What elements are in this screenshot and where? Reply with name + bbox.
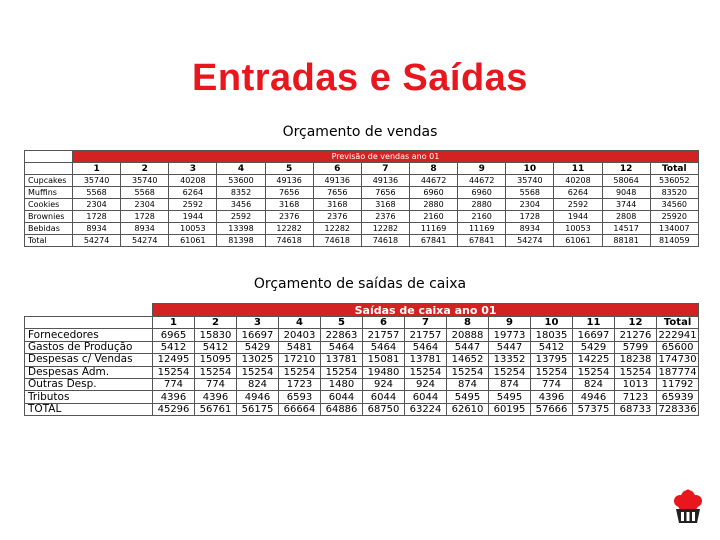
table-cell: 174730: [658, 354, 697, 366]
table-cell: 74618: [361, 235, 409, 247]
column-header: 7: [361, 163, 409, 175]
table-cell: 5464: [321, 341, 363, 353]
sales-budget-subtitle: Orçamento de vendas: [282, 124, 438, 140]
column-header: 10: [531, 317, 573, 329]
table-cell: 3168: [265, 199, 313, 211]
table-cell: 874: [489, 378, 531, 390]
table-cell: 40208: [554, 175, 602, 187]
table-cell: 3456: [217, 199, 265, 211]
table-cell: 5481: [279, 341, 321, 353]
table-cell: 7656: [361, 187, 409, 199]
table-cell: 49136: [265, 175, 313, 187]
row-label: Brownies: [25, 211, 73, 223]
table-cell: 15254: [615, 366, 657, 378]
table-cell: 21757: [405, 329, 447, 341]
table-cell: 5568: [506, 187, 554, 199]
table-cell: 62610: [447, 403, 489, 415]
table-cell: 924: [363, 378, 405, 390]
table-cell: 2592: [217, 211, 265, 223]
table-cell: 18035: [531, 329, 573, 341]
table-cell: 64886: [321, 403, 363, 415]
table-cell: 15254: [489, 366, 531, 378]
row-label: Despesas c/ Vendas: [25, 354, 153, 366]
table-cell: 7123: [615, 391, 657, 403]
table-cell: 22863: [321, 329, 363, 341]
table-corner: [25, 151, 73, 163]
table-cell: 6593: [279, 391, 321, 403]
table-cell: 57666: [531, 403, 573, 415]
table-cell: 25920: [650, 211, 698, 223]
table-cell: 8934: [73, 223, 121, 235]
table-cell: 12495: [153, 354, 195, 366]
table-cell: 1013: [615, 378, 657, 390]
table-cell: 81398: [217, 235, 265, 247]
table-corner: [25, 304, 153, 317]
table-cell: 12282: [361, 223, 409, 235]
table-cell: 2880: [409, 199, 457, 211]
table-cell: 15254: [531, 366, 573, 378]
row-label: Tributos: [25, 391, 153, 403]
column-header: 9: [458, 163, 506, 175]
table-cell: 2304: [73, 199, 121, 211]
table-cell: 54274: [73, 235, 121, 247]
table-cell: 5447: [447, 341, 489, 353]
table-cell: 15254: [153, 366, 195, 378]
table-cell: 58064: [602, 175, 650, 187]
table-cell: 1480: [321, 378, 363, 390]
sales-forecast-table: [24, 150, 699, 247]
table-cell: 4396: [153, 391, 195, 403]
table-cell: 13781: [405, 354, 447, 366]
sales-table-header: Previsão de vendas ano 01: [73, 151, 699, 163]
row-label: Cookies: [25, 199, 73, 211]
table-cell: 222941: [658, 329, 697, 341]
table-cell: 2160: [458, 211, 506, 223]
table-cell: 536052: [650, 175, 698, 187]
table-cell: 45296: [153, 403, 195, 415]
table-cell: 5799: [615, 341, 657, 353]
row-label: Despesas Adm.: [25, 366, 153, 378]
table-cell: 814059: [650, 235, 698, 247]
table-cell: 11169: [409, 223, 457, 235]
column-header: 10: [506, 163, 554, 175]
row-label: Fornecedores: [25, 329, 153, 341]
column-header: 4: [279, 317, 321, 329]
row-label: Total: [25, 235, 73, 247]
table-cell: 1944: [169, 211, 217, 223]
table-cell: 7656: [265, 187, 313, 199]
cash-outflow-table: [24, 303, 699, 416]
table-cell: 774: [195, 378, 237, 390]
table-cell: 7656: [313, 187, 361, 199]
table-cell: 15254: [321, 366, 363, 378]
table-row: [25, 354, 699, 366]
table-cell: 56761: [195, 403, 237, 415]
cash-column-headers: [25, 317, 699, 329]
table-cell: 874: [447, 378, 489, 390]
table-cell: 13781: [321, 354, 363, 366]
table-cell: 19773: [489, 329, 531, 341]
column-header: Total: [650, 163, 698, 175]
table-cell: 5495: [447, 391, 489, 403]
table-cell: 1728: [121, 211, 169, 223]
table-cell: 8352: [217, 187, 265, 199]
table-cell: 68733: [615, 403, 657, 415]
table-row: [25, 175, 699, 187]
table-cell: 14517: [602, 223, 650, 235]
table-cell: 35740: [506, 175, 554, 187]
sales-column-headers: [25, 163, 699, 175]
table-cell: 5495: [489, 391, 531, 403]
table-cell: 21757: [363, 329, 405, 341]
table-cell: 15254: [279, 366, 321, 378]
table-row: [25, 329, 699, 341]
table-cell: 5568: [73, 187, 121, 199]
table-cell: 15254: [573, 366, 615, 378]
table-cell: 2376: [265, 211, 313, 223]
table-cell: 774: [153, 378, 195, 390]
table-cell: 74618: [313, 235, 361, 247]
column-header: 1: [73, 163, 121, 175]
table-row: [25, 199, 699, 211]
table-cell: 88181: [602, 235, 650, 247]
table-row: [25, 235, 699, 247]
table-cell: 56175: [237, 403, 279, 415]
table-cell: 19480: [363, 366, 405, 378]
table-cell: 5464: [363, 341, 405, 353]
table-cell: 13352: [489, 354, 531, 366]
column-header: 1: [153, 317, 195, 329]
column-header: 5: [321, 317, 363, 329]
table-cell: 61061: [169, 235, 217, 247]
table-row: [25, 378, 699, 390]
table-cell: 1728: [506, 211, 554, 223]
table-cell: 15081: [363, 354, 405, 366]
row-label: Outras Desp.: [25, 378, 153, 390]
row-label: Cupcakes: [25, 175, 73, 187]
table-cell: 17210: [279, 354, 321, 366]
table-cell: 12282: [313, 223, 361, 235]
table-cell: 13025: [237, 354, 279, 366]
cash-table-header: Saídas de caixa ano 01: [153, 304, 699, 317]
column-header: 11: [554, 163, 602, 175]
column-header: 11: [573, 317, 615, 329]
table-cell: 35740: [121, 175, 169, 187]
table-cell: 6264: [169, 187, 217, 199]
column-header: 3: [169, 163, 217, 175]
table-cell: 5568: [121, 187, 169, 199]
table-cell: 2880: [458, 199, 506, 211]
table-cell: 11169: [458, 223, 506, 235]
table-cell: 2808: [602, 211, 650, 223]
table-cell: 924: [405, 378, 447, 390]
table-cell: 16697: [573, 329, 615, 341]
table-cell: 60195: [489, 403, 531, 415]
table-cell: 6044: [321, 391, 363, 403]
row-label: Bebidas: [25, 223, 73, 235]
table-cell: 14652: [447, 354, 489, 366]
table-cell: 1723: [279, 378, 321, 390]
table-cell: 18238: [615, 354, 657, 366]
table-cell: 6044: [363, 391, 405, 403]
table-cell: 728336: [658, 403, 697, 415]
table-cell: 15254: [237, 366, 279, 378]
table-cell: 61061: [554, 235, 602, 247]
table-cell: 66664: [279, 403, 321, 415]
table-cell: 15095: [195, 354, 237, 366]
table-cell: 11792: [657, 378, 699, 390]
table-cell: 49136: [361, 175, 409, 187]
column-header: 8: [409, 163, 457, 175]
table-cell: 44672: [458, 175, 506, 187]
table-cell: 2592: [169, 199, 217, 211]
table-cell: 67841: [458, 235, 506, 247]
column-header: 7: [405, 317, 447, 329]
column-header: 12: [615, 317, 657, 329]
table-row: [25, 341, 699, 353]
column-header: 5: [265, 163, 313, 175]
table-cell: 13795: [531, 354, 573, 366]
table-row: [25, 223, 699, 235]
table-cell: 63224: [405, 403, 447, 415]
table-cell: 10053: [554, 223, 602, 235]
table-cell: 5447: [489, 341, 531, 353]
table-cell: 6965: [153, 329, 195, 341]
table-cell: 68750: [363, 403, 405, 415]
table-cell: 5412: [195, 341, 237, 353]
column-header: 6: [313, 163, 361, 175]
table-cell: 67841: [409, 235, 457, 247]
table-cell: 8934: [121, 223, 169, 235]
row-label: Muffins: [25, 187, 73, 199]
table-cell: 5412: [531, 341, 573, 353]
column-header: 3: [237, 317, 279, 329]
table-cell: 3168: [313, 199, 361, 211]
row-label: TOTAL: [25, 403, 153, 415]
table-cell: 10053: [169, 223, 217, 235]
table-row: [25, 366, 699, 378]
column-header: Total: [657, 317, 699, 329]
table-cell: 1728: [73, 211, 121, 223]
table-cell: 2304: [121, 199, 169, 211]
table-cell: 5429: [237, 341, 279, 353]
table-cell: 83520: [650, 187, 698, 199]
table-cell: 2376: [313, 211, 361, 223]
table-cell: 74618: [265, 235, 313, 247]
table-cell: 9048: [602, 187, 650, 199]
table-cell: 44672: [409, 175, 457, 187]
table-cell: 21276: [615, 329, 657, 341]
table-cell: 15254: [405, 366, 447, 378]
table-cell: 54274: [506, 235, 554, 247]
table-cell: 4946: [237, 391, 279, 403]
table-cell: 35740: [73, 175, 121, 187]
page-title: Entradas e Saídas: [192, 57, 528, 99]
table-cell: 20888: [447, 329, 489, 341]
table-cell: 2592: [554, 199, 602, 211]
table-cell: 824: [237, 378, 279, 390]
table-cell: 4946: [573, 391, 615, 403]
column-header: 4: [217, 163, 265, 175]
table-cell: 187774: [658, 366, 697, 378]
table-row: [25, 391, 699, 403]
table-cell: 12282: [265, 223, 313, 235]
column-header-blank: [25, 317, 153, 329]
table-row: [25, 403, 699, 415]
table-cell: 5429: [573, 341, 615, 353]
table-cell: 8934: [506, 223, 554, 235]
table-cell: 3168: [361, 199, 409, 211]
table-cell: 6960: [458, 187, 506, 199]
column-header: 2: [195, 317, 237, 329]
table-cell: 16697: [237, 329, 279, 341]
table-cell: 4396: [531, 391, 573, 403]
column-header: 8: [447, 317, 489, 329]
table-cell: 14225: [573, 354, 615, 366]
table-cell: 65939: [657, 391, 699, 403]
cash-budget-subtitle: Orçamento de saídas de caixa: [253, 276, 467, 292]
table-cell: 774: [531, 378, 573, 390]
table-cell: 13398: [217, 223, 265, 235]
table-cell: 4396: [195, 391, 237, 403]
cupcake-logo-icon: [668, 488, 708, 528]
table-cell: 53600: [217, 175, 265, 187]
table-cell: 3744: [602, 199, 650, 211]
table-cell: 49136: [313, 175, 361, 187]
table-cell: 2160: [409, 211, 457, 223]
table-cell: 54274: [121, 235, 169, 247]
table-cell: 57375: [573, 403, 615, 415]
table-cell: 15254: [195, 366, 237, 378]
table-cell: 6044: [405, 391, 447, 403]
table-cell: 1944: [554, 211, 602, 223]
table-row: [25, 211, 699, 223]
column-header: 9: [489, 317, 531, 329]
table-cell: 6960: [409, 187, 457, 199]
table-cell: 6264: [554, 187, 602, 199]
table-cell: 824: [573, 378, 615, 390]
column-header: 6: [363, 317, 405, 329]
table-cell: 65600: [657, 341, 699, 353]
table-cell: 2376: [361, 211, 409, 223]
table-row: [25, 187, 699, 199]
table-cell: 34560: [650, 199, 698, 211]
table-cell: 40208: [169, 175, 217, 187]
table-cell: 134007: [650, 223, 698, 235]
row-label: Gastos de Produção: [25, 341, 153, 353]
column-header: 12: [602, 163, 650, 175]
table-cell: 20403: [279, 329, 321, 341]
table-cell: 15830: [195, 329, 237, 341]
table-cell: 5412: [153, 341, 195, 353]
table-cell: 2304: [506, 199, 554, 211]
column-header: 2: [121, 163, 169, 175]
table-cell: 15254: [447, 366, 489, 378]
table-cell: 5464: [405, 341, 447, 353]
column-header-blank: [25, 163, 73, 175]
